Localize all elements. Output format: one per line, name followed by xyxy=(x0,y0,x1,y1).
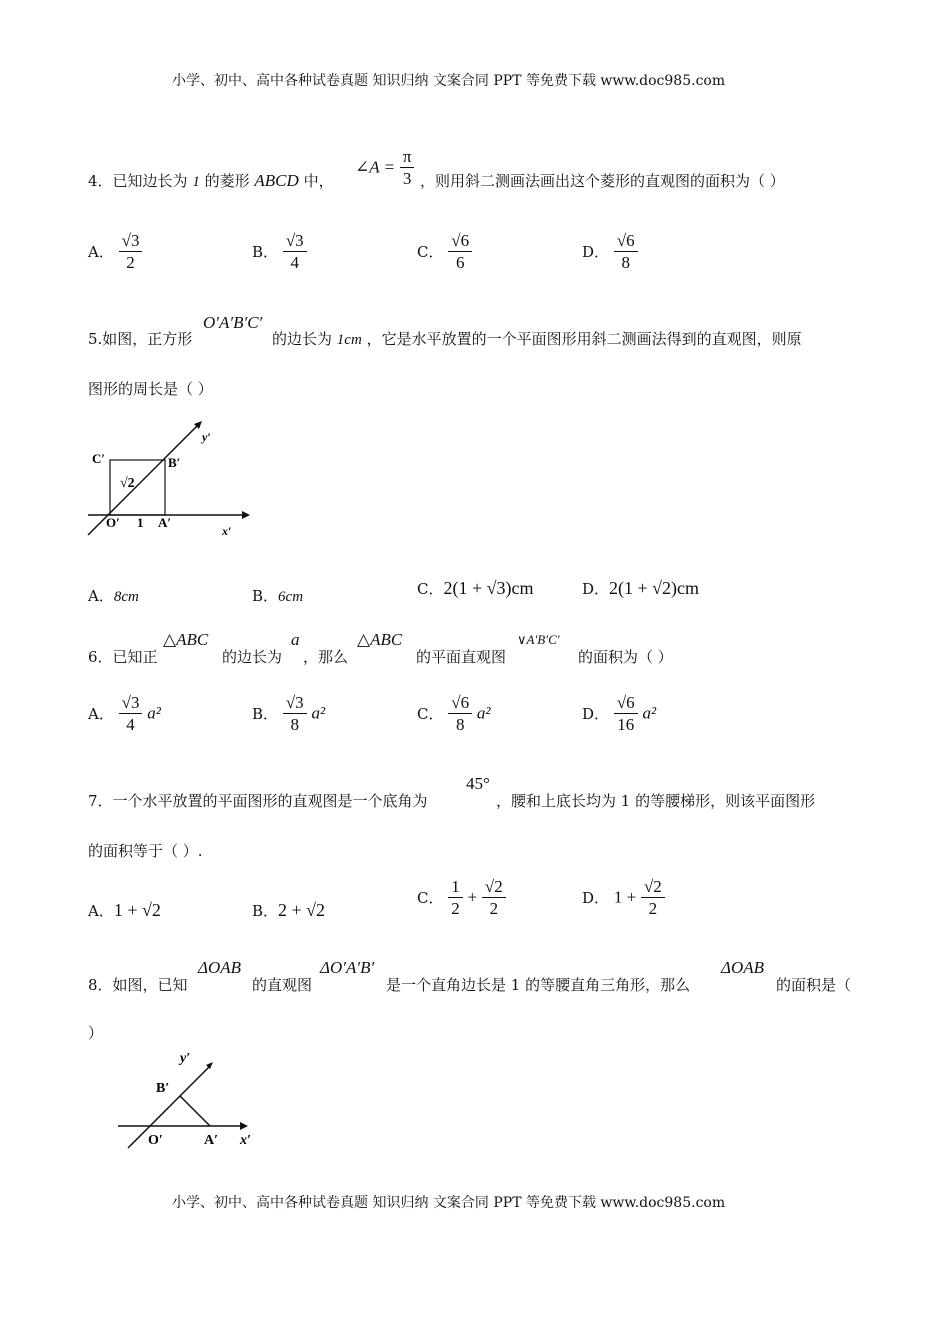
option-text: 2(1 + √2)cm xyxy=(609,578,700,598)
option-tail: a² xyxy=(311,703,326,723)
q8-suffix: 的面积是（ xyxy=(776,976,852,994)
q6-a: a xyxy=(291,630,300,649)
label-one: 1 xyxy=(137,515,144,530)
q8-line2: ） xyxy=(88,1024,104,1042)
q4-angle-lhs: ∠A = xyxy=(355,157,396,177)
label-b: B′ xyxy=(156,1081,170,1096)
q7-prefix: 7．一个水平放置的平面图形的直观图是一个底角为 xyxy=(88,792,428,810)
x-axis-arrow-icon xyxy=(240,1122,248,1130)
q4-suffix: ，则用斜二测画法画出这个菱形的直观图的面积为（ ） xyxy=(420,172,785,190)
option-num: √3 xyxy=(121,693,140,712)
q5-option-c[interactable] xyxy=(417,578,534,599)
q8-tri2: ΔO′A′B′ xyxy=(320,958,375,977)
option-label: C． xyxy=(417,580,444,598)
option-label: B． xyxy=(252,243,279,261)
q6-option-d[interactable] xyxy=(582,692,656,735)
option-num: √3 xyxy=(121,231,140,250)
option-label: D． xyxy=(582,705,610,723)
question-4-stem xyxy=(88,170,334,191)
option-num: 1 xyxy=(451,877,460,896)
label-x: x′ xyxy=(222,524,232,538)
q4-option-c[interactable] xyxy=(417,230,472,273)
q7-option-a[interactable] xyxy=(88,900,161,921)
q5-option-a[interactable] xyxy=(88,585,139,606)
label-x: x′ xyxy=(240,1133,251,1148)
label-y: y′ xyxy=(180,1051,191,1066)
option-lead: 1 + xyxy=(613,887,637,907)
q6-option-b[interactable] xyxy=(252,692,325,735)
option-den: 2 xyxy=(648,899,658,918)
q7-option-c[interactable] xyxy=(417,876,506,919)
q5-suffix: ，它是水平放置的一个平面图形用斜二测画法得到的直观图，则原 xyxy=(366,330,802,348)
q8-tri3: ΔOAB xyxy=(721,958,765,977)
option-label: A． xyxy=(88,243,114,261)
option-den: 8 xyxy=(290,715,299,734)
option-den: 2 xyxy=(451,899,460,918)
label-o: O′ xyxy=(148,1133,163,1148)
q4-angle-fraction xyxy=(400,146,415,189)
option-den: 16 xyxy=(617,715,635,734)
option-text: 2(1 + √3)cm xyxy=(443,578,534,598)
option-tail: a² xyxy=(476,703,491,723)
option-label: A． xyxy=(88,587,114,605)
q4-option-d[interactable] xyxy=(582,230,638,273)
option-label: A． xyxy=(88,902,114,920)
option-den: 2 xyxy=(126,253,135,272)
label-a: A′ xyxy=(204,1133,219,1148)
option-label: B． xyxy=(252,902,279,920)
option-tail: a² xyxy=(642,703,657,723)
option-label: C． xyxy=(417,889,444,907)
q6-mid3: 的平面直观图 xyxy=(416,648,507,666)
option-label: D． xyxy=(582,889,610,907)
label-c: C′ xyxy=(92,451,106,466)
q5-prefix: 5.如图，正方形 xyxy=(88,330,193,348)
q5-shape: O′A′B′C′ xyxy=(203,313,263,332)
option-text: 8cm xyxy=(113,589,139,605)
q8-mid2: 是一个直角边长是 1 的等腰直角三角形，那么 xyxy=(386,976,691,994)
option-num: √2 xyxy=(643,877,662,896)
q5-length: 1cm xyxy=(336,332,362,348)
option-label: D． xyxy=(582,243,610,261)
label-y: y′ xyxy=(202,430,211,444)
q7-option-d[interactable] xyxy=(582,876,665,919)
q6-tri2: △ABC xyxy=(357,630,403,649)
option-num: √6 xyxy=(616,231,635,250)
q4-option-a[interactable] xyxy=(88,230,142,273)
q6-tri3: ∨A′B′C′ xyxy=(517,632,560,647)
option-label: C． xyxy=(417,705,444,723)
q8-figure xyxy=(112,1048,272,1153)
square-o-a-b-c xyxy=(110,460,165,515)
page-footer: 小学、初中、高中各种试卷真题 知识归纳 文案合同 PPT 等免费下载 www.doc985.com xyxy=(172,1195,726,1211)
q8-prefix: 8．如图，已知 xyxy=(88,976,188,994)
option-num: √3 xyxy=(285,231,304,250)
option-label: B． xyxy=(252,587,279,605)
option-text: 6cm xyxy=(278,589,304,605)
q4-shape: ABCD xyxy=(254,171,299,190)
question-5-stem xyxy=(272,328,802,349)
option-den: 2 xyxy=(489,899,499,918)
q6-suffix: 的面积为（ ） xyxy=(578,648,673,666)
option-num: √3 xyxy=(285,693,304,712)
option-text: 1 + √2 xyxy=(113,900,161,920)
label-b: B′ xyxy=(168,455,181,470)
q4-side-length: 1 xyxy=(192,174,200,190)
q4-prefix: 4．已知边长为 xyxy=(88,172,188,190)
option-text: 2 + √2 xyxy=(278,900,326,920)
q5-mid: 的边长为 xyxy=(272,330,333,348)
option-den: 4 xyxy=(126,715,135,734)
q8-tri1: ΔOAB xyxy=(198,958,242,977)
option-label: C． xyxy=(417,243,444,261)
q7-suffix: ，腰和上底长均为 1 的等腰梯形，则该平面图形 xyxy=(496,792,816,810)
q7-angle: 45° xyxy=(466,774,490,793)
option-num: √6 xyxy=(451,693,470,712)
q5-figure xyxy=(84,415,254,545)
option-den: 6 xyxy=(455,253,465,272)
q6-prefix: 6．已知正 xyxy=(88,648,158,666)
option-den: 8 xyxy=(621,253,630,272)
q4-angle-den: 3 xyxy=(402,169,412,188)
option-num: √6 xyxy=(616,693,635,712)
q7-line2: 的面积等于（ ）. xyxy=(88,842,203,860)
segment-a-b xyxy=(180,1096,210,1126)
y-axis xyxy=(128,1066,210,1148)
q4-option-b[interactable] xyxy=(252,230,307,273)
q6-option-a[interactable] xyxy=(88,692,161,735)
q6-option-c[interactable] xyxy=(417,692,491,735)
q6-mid: 的边长为 xyxy=(222,648,283,666)
option-label: B． xyxy=(252,705,279,723)
x-axis-arrow-icon xyxy=(242,511,250,519)
option-label: D． xyxy=(582,580,610,598)
label-diagonal: √2 xyxy=(120,476,135,491)
q4-angle-formula xyxy=(355,146,414,189)
option-num: √6 xyxy=(451,231,470,250)
q4-mid: 的菱形 xyxy=(204,172,250,190)
option-plus: + xyxy=(467,887,478,907)
q6-tri1: △ABC xyxy=(163,630,209,649)
q5-option-d[interactable] xyxy=(582,578,699,599)
q5-option-b[interactable] xyxy=(252,585,303,606)
q8-mid: 的直观图 xyxy=(252,976,313,994)
option-tail: a² xyxy=(147,703,161,723)
q6-mid2: ，那么 xyxy=(303,648,349,666)
q5-line2: 图形的周长是（ ） xyxy=(88,380,213,398)
page-header: 小学、初中、高中各种试卷真题 知识归纳 文案合同 PPT 等免费下载 www.doc985.com xyxy=(172,73,726,89)
option-label: A． xyxy=(88,705,114,723)
label-a: A′ xyxy=(158,515,172,530)
option-den: 8 xyxy=(455,715,465,734)
q4-angle-num: π xyxy=(402,147,412,166)
label-o: O′ xyxy=(106,515,120,530)
option-num: √2 xyxy=(484,877,503,896)
q7-option-b[interactable] xyxy=(252,900,325,921)
option-den: 4 xyxy=(290,253,299,272)
q4-mid2: 中， xyxy=(303,172,334,190)
